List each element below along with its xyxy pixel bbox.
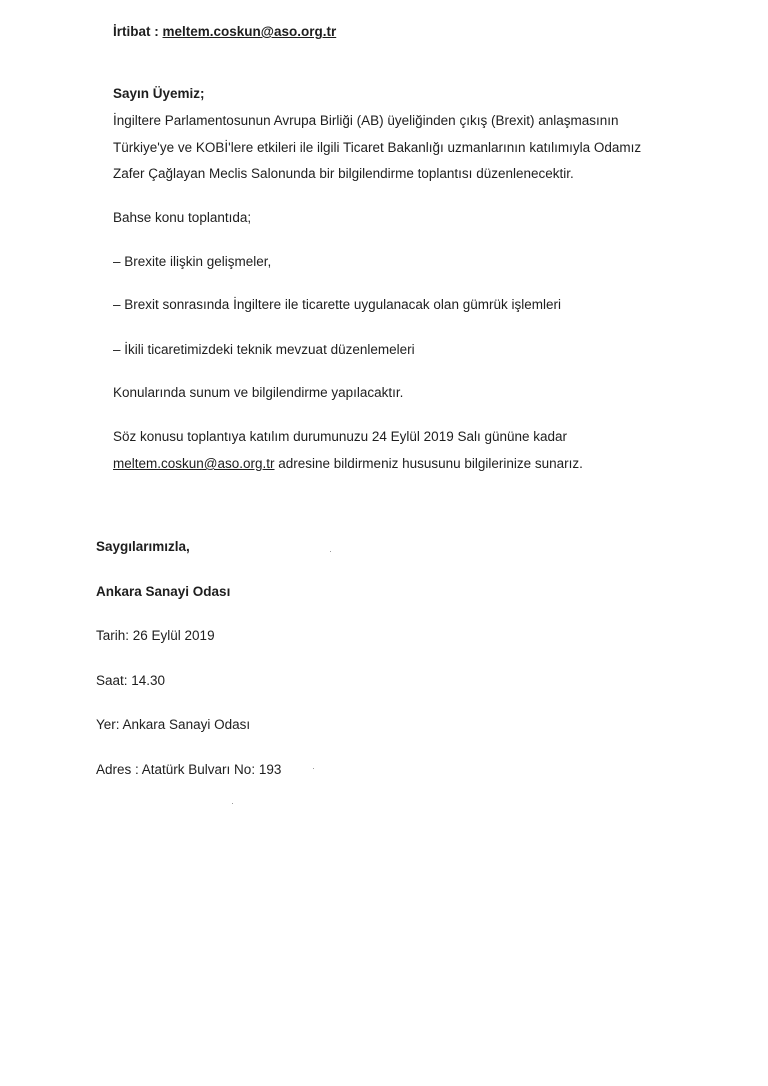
meeting-address: Adres : Atatürk Bulvarı No: 193 <box>96 762 282 777</box>
scan-speck <box>330 551 331 552</box>
contact-email-link[interactable]: meltem.coskun@aso.org.tr <box>162 24 337 39</box>
participation-email-link[interactable]: meltem.coskun@aso.org.tr <box>113 456 275 471</box>
scan-speck <box>232 803 233 804</box>
contact-line <box>113 23 336 41</box>
intro-line-3: Zafer Çağlayan Meclis Salonunda bir bilgilendirme toplantısı düzenlenecektir. <box>113 166 574 181</box>
intro-line-2: Türkiye'ye ve KOBİ'lere etkileri ile ilgili Ticaret Bakanlığı uzmanlarının katılımıyla Odamız <box>113 140 642 155</box>
organization-name: Ankara Sanayi Odası <box>96 584 231 599</box>
topic-item: – Brexit sonrasında İngiltere ile ticarette uygulanacak olan gümrük işlemleri <box>113 297 561 312</box>
intro-line-1: İngiltere Parlamentosunun Avrupa Birliği (AB) üyeliğinden çıkış (Brexit) anlaşmasının <box>113 113 619 128</box>
topic-item: – İkili ticaretimizdeki teknik mevzuat düzenlemeleri <box>113 342 415 357</box>
meeting-date: Tarih: 26 Eylül 2019 <box>96 628 215 643</box>
participation-line-1: Söz konusu toplantıya katılım durumunuzu 24 Eylül 2019 Salı gününe kadar <box>113 429 568 444</box>
scan-speck <box>313 768 314 769</box>
participation-rest: adresine bildirmeniz hususunu bilgilerinize sunarız. <box>274 456 583 471</box>
topic-item: – Brexite ilişkin gelişmeler, <box>113 254 272 269</box>
greeting: Sayın Üyemiz; <box>113 86 205 101</box>
closing: Saygılarımızla, <box>96 539 190 554</box>
topics-intro: Bahse konu toplantıda; <box>113 210 252 225</box>
meeting-venue: Yer: Ankara Sanayi Odası <box>96 717 251 732</box>
meeting-time: Saat: 14.30 <box>96 673 166 688</box>
contact-label: İrtibat : <box>113 24 159 39</box>
participation-line-2 <box>113 455 583 473</box>
topics-outro: Konularında sunum ve bilgilendirme yapılacaktır. <box>113 385 404 400</box>
